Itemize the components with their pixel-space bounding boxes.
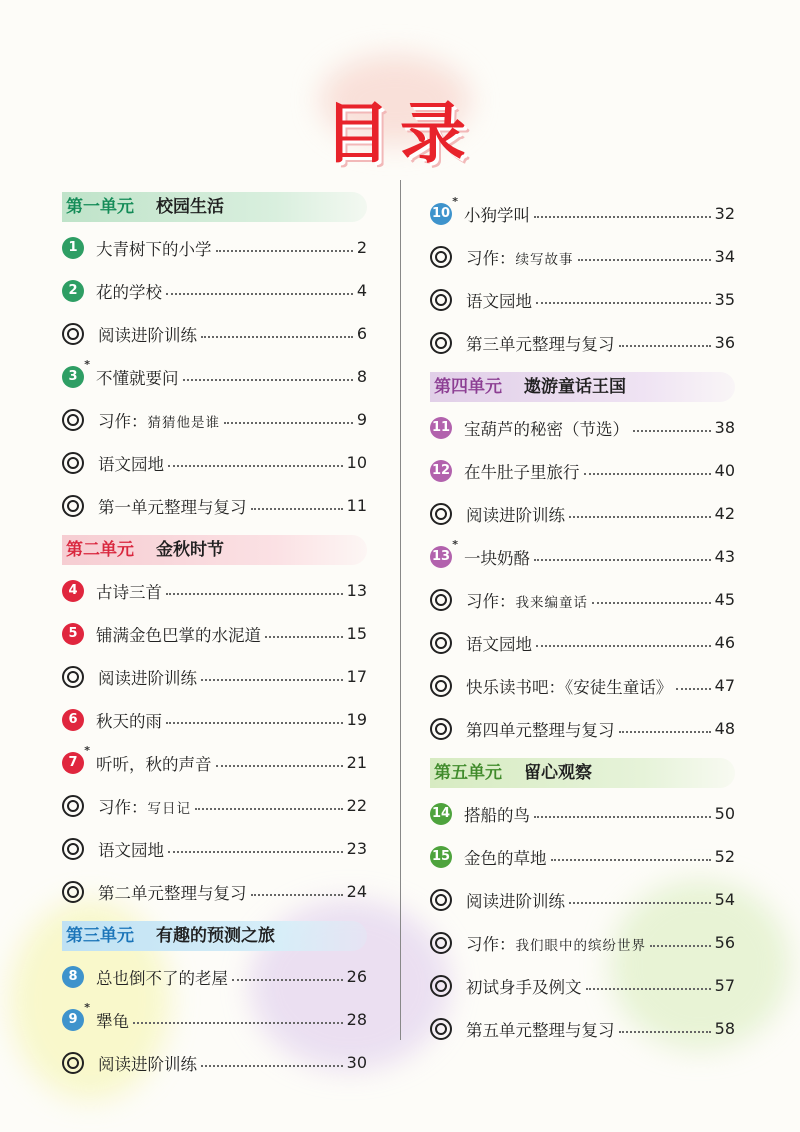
page-number: 9: [356, 410, 367, 429]
dot-leader: [534, 216, 711, 218]
dot-leader: [251, 508, 343, 510]
page-number: 58: [714, 1019, 735, 1038]
page-number: 34: [714, 247, 735, 266]
dot-leader: [569, 516, 711, 518]
toc-left-column: [62, 192, 367, 1084]
page-number: 47: [714, 676, 735, 695]
entry-title: [96, 1008, 129, 1032]
dot-leader: [619, 731, 711, 733]
entry-title: [96, 751, 212, 775]
entry-title-text: 古诗三首: [96, 582, 162, 602]
entry-title: [464, 845, 547, 869]
toc-entry[interactable]: [430, 449, 735, 492]
dot-leader: [592, 602, 711, 604]
unit-header: [62, 921, 367, 951]
ring-bullet-icon: [430, 932, 452, 954]
entry-subtitle: 我来编童话: [515, 594, 588, 611]
entry-title: [96, 708, 162, 732]
entry-title: [466, 288, 532, 312]
lesson-number: 12: [431, 463, 451, 478]
page-number: 8: [356, 367, 367, 386]
entry-title-text: 习作：: [98, 411, 148, 431]
entry-title-text: 花的学校: [96, 282, 162, 302]
toc-entry[interactable]: [430, 278, 735, 321]
entry-title-text: 习作：: [466, 591, 516, 611]
lesson-number: 14: [431, 806, 451, 821]
lesson-number: 9: [68, 1012, 78, 1027]
lesson-number-badge: [62, 1000, 90, 1031]
entry-title: [98, 408, 220, 432]
lesson-number-badge: [430, 803, 452, 825]
dot-leader: [551, 859, 711, 861]
entry-title: [466, 502, 565, 526]
page-number: 45: [714, 590, 735, 609]
page-number: 54: [714, 890, 735, 909]
toc-entry[interactable]: [430, 792, 735, 835]
dot-leader: [166, 722, 343, 724]
unit-name: 遨游童话王国: [524, 377, 626, 397]
entry-title: [98, 665, 197, 689]
page-number: 57: [714, 976, 735, 995]
toc-entry[interactable]: [62, 784, 367, 827]
toc-right-column: [430, 192, 735, 1050]
entry-title-text: 犟龟: [96, 1011, 129, 1031]
page-number: 13: [346, 581, 367, 600]
entry-title-text: 阅读进阶训练: [466, 891, 565, 911]
toc-entry[interactable]: [62, 312, 367, 355]
lesson-number-badge: [62, 280, 84, 302]
page-number: 28: [346, 1010, 367, 1029]
entry-subtitle: 写日记: [147, 800, 191, 817]
toc-entry[interactable]: [430, 192, 735, 235]
entry-title-text: 宝葫芦的秘密（节选）: [464, 419, 629, 439]
toc-entry[interactable]: [430, 707, 735, 750]
entry-title: [96, 579, 162, 603]
dot-leader: [619, 1031, 711, 1033]
entry-title-text: 第四单元整理与复习: [466, 720, 615, 740]
unit-name: 金秋时节: [156, 540, 224, 560]
entry-title: [96, 622, 261, 646]
dot-leader: [619, 345, 711, 347]
ring-bullet-icon: [62, 1052, 84, 1074]
ring-bullet-icon: [62, 452, 84, 474]
entry-title: [98, 451, 164, 475]
entry-title-text: 铺满金色巴掌的水泥道: [96, 625, 261, 645]
entry-title: [98, 880, 247, 904]
toc-entry[interactable]: [62, 870, 367, 913]
entry-title: [464, 802, 530, 826]
unit-number: 第四单元: [434, 377, 502, 397]
page-title: 目录: [324, 95, 476, 172]
lesson-number: 13: [431, 549, 451, 564]
entry-subtitle: 续写故事: [515, 251, 574, 268]
unit-name: 有趣的预测之旅: [156, 926, 275, 946]
entry-title-text: 第一单元整理与复习: [98, 497, 247, 517]
entry-title: [466, 631, 532, 655]
entry-title-text: 搭船的鸟: [464, 805, 530, 825]
dot-leader: [676, 688, 710, 690]
self-study-star-icon: *: [84, 743, 90, 757]
unit-header: [62, 192, 367, 222]
page-number: 32: [714, 204, 735, 223]
entry-title-text: 初试身手及例文: [466, 977, 582, 997]
dot-leader: [251, 894, 343, 896]
entry-title: [96, 279, 162, 303]
page-number: 42: [714, 504, 735, 523]
lesson-number: 5: [68, 626, 78, 641]
entry-title-text: 大青树下的小学: [96, 239, 212, 259]
page-number: 19: [346, 710, 367, 729]
page-number: 26: [346, 967, 367, 986]
entry-title: [466, 974, 582, 998]
dot-leader: [586, 988, 711, 990]
unit-header: [62, 535, 367, 565]
entry-title: [98, 837, 164, 861]
dot-leader: [216, 765, 343, 767]
lesson-number-badge: [62, 623, 84, 645]
page-number: 21: [346, 753, 367, 772]
entry-title-text: 阅读进阶训练: [98, 325, 197, 345]
dot-leader: [534, 559, 711, 561]
entry-title-text: 习作：: [466, 934, 516, 954]
ring-bullet-icon: [430, 632, 452, 654]
dot-leader: [201, 679, 343, 681]
ring-bullet-icon: [430, 975, 452, 997]
dot-leader: [166, 593, 343, 595]
dot-leader: [201, 1065, 343, 1067]
entry-title-text: 总也倒不了的老屋: [96, 968, 228, 988]
entry-title: [96, 236, 212, 260]
ring-bullet-icon: [430, 889, 452, 911]
toc-entry[interactable]: [430, 621, 735, 664]
entry-title-text: 第二单元整理与复习: [98, 883, 247, 903]
entry-title-text: 语文园地: [98, 454, 164, 474]
dot-leader: [133, 1022, 343, 1024]
unit-header: [430, 758, 735, 788]
lesson-number-badge: [430, 537, 458, 568]
toc-entry[interactable]: [62, 1041, 367, 1084]
toc-entry[interactable]: [430, 664, 735, 707]
entry-subtitle: 猜猜他是谁: [147, 414, 220, 431]
entry-title: [466, 888, 565, 912]
toc-entry[interactable]: [62, 355, 367, 398]
entry-title-text: 习作：: [466, 248, 516, 268]
unit-header: [430, 372, 735, 402]
dot-leader: [569, 902, 711, 904]
toc-entry[interactable]: [430, 835, 735, 878]
toc-entry[interactable]: [62, 827, 367, 870]
ring-bullet-icon: [430, 718, 452, 740]
entry-title: [96, 965, 228, 989]
entry-title-text: 不懂就要问: [96, 368, 179, 388]
entry-title: [466, 674, 672, 698]
entry-title-text: 第五单元整理与复习: [466, 1020, 615, 1040]
entry-title-text: 小狗学叫: [464, 205, 530, 225]
ring-bullet-icon: [430, 1018, 452, 1040]
page-number: 15: [346, 624, 367, 643]
entry-title-text: 秋天的雨: [96, 711, 162, 731]
page-number: 40: [714, 461, 735, 480]
entry-title-text: 习作：: [98, 797, 148, 817]
ring-bullet-icon: [430, 675, 452, 697]
page-number: 46: [714, 633, 735, 652]
entry-title: [98, 794, 191, 818]
lesson-number: 6: [68, 712, 78, 727]
entry-subtitle: 我们眼中的缤纷世界: [515, 937, 646, 954]
self-study-star-icon: *: [84, 1000, 90, 1014]
page-number: 22: [346, 796, 367, 815]
toc-entry[interactable]: [430, 878, 735, 921]
entry-title-text: 阅读进阶训练: [98, 668, 197, 688]
lesson-number: 1: [68, 240, 78, 255]
page-number: 17: [346, 667, 367, 686]
toc-entry[interactable]: [62, 484, 367, 527]
page-number: 4: [356, 281, 367, 300]
toc-entry[interactable]: [62, 441, 367, 484]
toc-entry[interactable]: [62, 612, 367, 655]
entry-title: [466, 245, 574, 269]
lesson-number-badge: [62, 580, 84, 602]
dot-leader: [195, 808, 343, 810]
page-number: 2: [356, 238, 367, 257]
dot-leader: [168, 465, 343, 467]
dot-leader: [201, 336, 353, 338]
entry-title: [98, 1051, 197, 1075]
lesson-number-badge: [62, 743, 90, 774]
entry-title: [466, 331, 615, 355]
toc-entry[interactable]: [62, 998, 367, 1041]
page-number: 52: [714, 847, 735, 866]
toc-entry[interactable]: [62, 569, 367, 612]
lesson-number-badge: [62, 709, 84, 731]
lesson-number: 8: [68, 969, 78, 984]
toc-entry[interactable]: [430, 321, 735, 364]
lesson-number: 11: [431, 420, 451, 435]
ring-bullet-icon: [430, 246, 452, 268]
toc-entry[interactable]: [62, 398, 367, 441]
unit-number: 第五单元: [434, 763, 502, 783]
unit-number: 第二单元: [66, 540, 134, 560]
lesson-number-badge: [62, 237, 84, 259]
dot-leader: [265, 636, 343, 638]
dot-leader: [224, 422, 353, 424]
entry-title-text: 一块奶酪: [464, 548, 530, 568]
lesson-number-badge: [62, 357, 90, 388]
dot-leader: [232, 979, 343, 981]
entry-title-text: 阅读进阶训练: [98, 1054, 197, 1074]
lesson-number-badge: [62, 966, 84, 988]
ring-bullet-icon: [430, 503, 452, 525]
entry-title-text: 语文园地: [466, 291, 532, 311]
lesson-number: 10: [431, 206, 451, 221]
dot-leader: [166, 293, 353, 295]
entry-title-text: 阅读进阶训练: [466, 505, 565, 525]
entry-title: [466, 1017, 615, 1041]
ring-bullet-icon: [62, 881, 84, 903]
dot-leader: [183, 379, 353, 381]
toc-entry[interactable]: [62, 698, 367, 741]
entry-title-text: 第三单元整理与复习: [466, 334, 615, 354]
column-divider: [400, 180, 401, 1040]
ring-bullet-icon: [62, 795, 84, 817]
entry-title: [464, 416, 629, 440]
page-number: 48: [714, 719, 735, 738]
page-number: 11: [346, 496, 367, 515]
unit-name: 校园生活: [156, 197, 224, 217]
dot-leader: [536, 302, 711, 304]
page-number: 30: [346, 1053, 367, 1072]
dot-leader: [536, 645, 711, 647]
ring-bullet-icon: [62, 838, 84, 860]
page-number: 23: [346, 839, 367, 858]
lesson-number: 3: [68, 369, 78, 384]
dot-leader: [534, 816, 711, 818]
unit-name: 留心观察: [524, 763, 592, 783]
lesson-number-badge: [430, 417, 452, 439]
unit-number: 第三单元: [66, 926, 134, 946]
entry-title: [466, 931, 646, 955]
entry-title: [98, 494, 247, 518]
toc-entry[interactable]: [430, 921, 735, 964]
ring-bullet-icon: [62, 666, 84, 688]
ring-bullet-icon: [430, 332, 452, 354]
unit-number: 第一单元: [66, 197, 134, 217]
self-study-star-icon: *: [452, 537, 458, 551]
lesson-number: 2: [68, 283, 78, 298]
entry-title-text: 金色的草地: [464, 848, 547, 868]
page-number: 38: [714, 418, 735, 437]
self-study-star-icon: *: [452, 194, 458, 208]
dot-leader: [650, 945, 711, 947]
page-number: 24: [346, 882, 367, 901]
entry-title-text: 快乐读书吧：《安徒生童话》: [466, 677, 673, 697]
page-number: 10: [346, 453, 367, 472]
toc-entry[interactable]: [62, 655, 367, 698]
toc-entry[interactable]: [62, 269, 367, 312]
entry-title: [464, 202, 530, 226]
lesson-number: 15: [431, 849, 451, 864]
entry-title-text: 听听，秋的声音: [96, 754, 212, 774]
dot-leader: [633, 430, 711, 432]
page-number: 6: [356, 324, 367, 343]
toc-entry[interactable]: [430, 1007, 735, 1050]
toc-entry[interactable]: [62, 226, 367, 269]
toc-entry[interactable]: [430, 406, 735, 449]
toc-entry[interactable]: [430, 235, 735, 278]
lesson-number-badge: [430, 194, 458, 225]
entry-title: [466, 588, 588, 612]
ring-bullet-icon: [62, 409, 84, 431]
entry-title: [96, 365, 179, 389]
lesson-number-badge: [430, 846, 452, 868]
entry-title: [98, 322, 197, 346]
toc-entry[interactable]: [430, 492, 735, 535]
entry-title: [464, 459, 580, 483]
ring-bullet-icon: [62, 495, 84, 517]
toc-entry[interactable]: [430, 535, 735, 578]
page-number: 56: [714, 933, 735, 952]
lesson-number: 4: [68, 583, 78, 598]
ring-bullet-icon: [430, 589, 452, 611]
ring-bullet-icon: [62, 323, 84, 345]
ring-bullet-icon: [430, 289, 452, 311]
lesson-number: 7: [68, 755, 78, 770]
dot-leader: [578, 259, 711, 261]
entry-title: [466, 717, 615, 741]
page-number: 36: [714, 333, 735, 352]
entry-title-text: 语文园地: [98, 840, 164, 860]
entry-title: [464, 545, 530, 569]
toc-entry[interactable]: [62, 741, 367, 784]
page-number: 50: [714, 804, 735, 823]
page-number: 43: [714, 547, 735, 566]
dot-leader: [584, 473, 711, 475]
toc-entry[interactable]: [62, 955, 367, 998]
lesson-number-badge: [430, 460, 452, 482]
self-study-star-icon: *: [84, 357, 90, 371]
entry-title-text: 语文园地: [466, 634, 532, 654]
dot-leader: [168, 851, 343, 853]
toc-entry[interactable]: [430, 964, 735, 1007]
dot-leader: [216, 250, 353, 252]
page-number: 35: [714, 290, 735, 309]
entry-title-text: 在牛肚子里旅行: [464, 462, 580, 482]
toc-entry[interactable]: [430, 578, 735, 621]
